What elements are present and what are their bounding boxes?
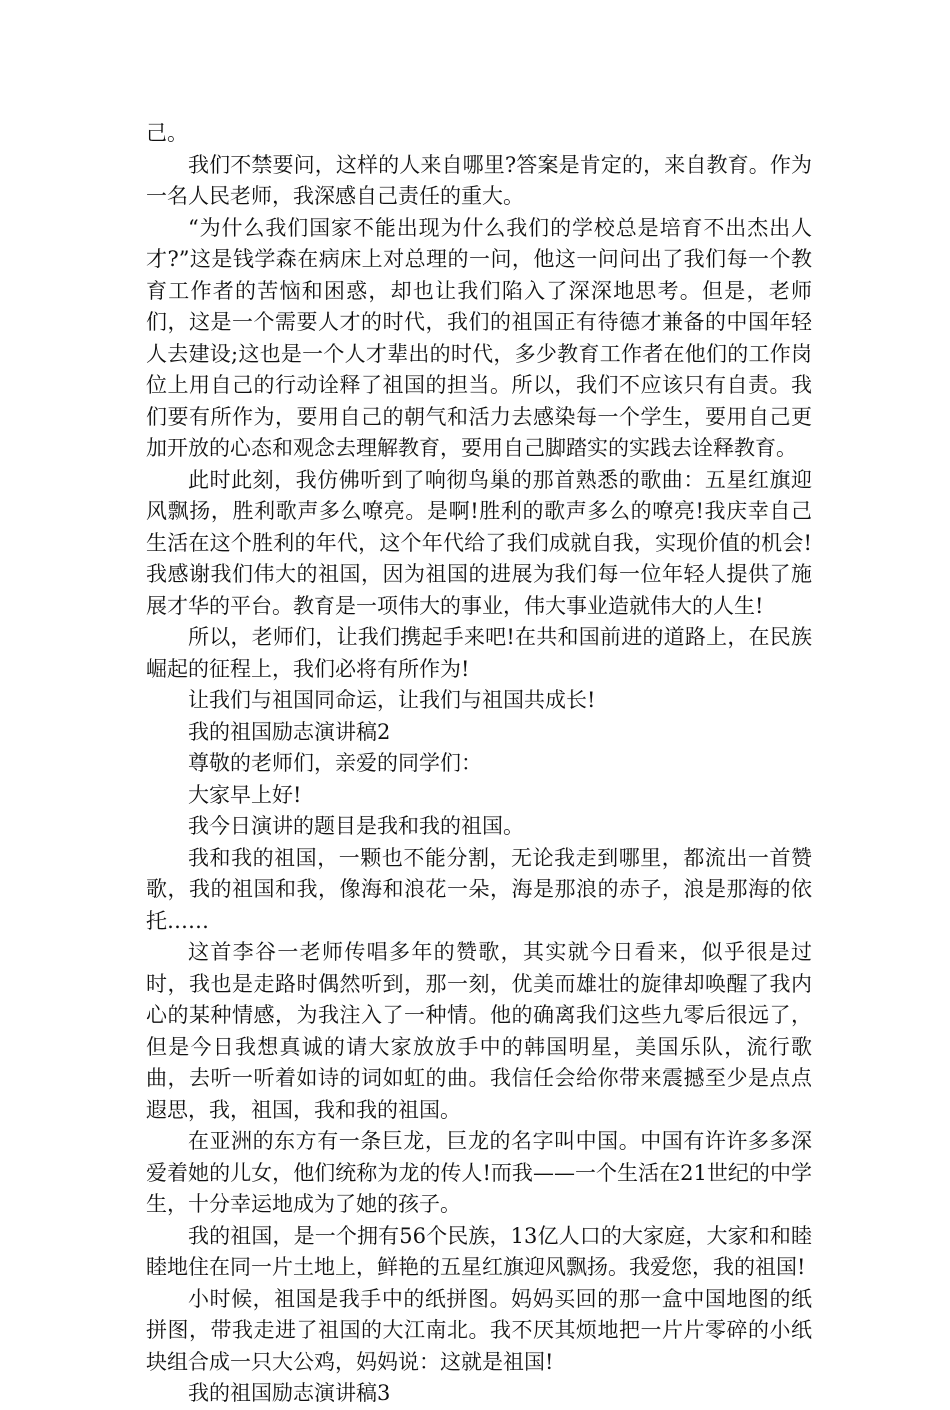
- greeting: 大家早上好!: [188, 782, 302, 807]
- paragraph: 我今日演讲的题目是我和我的祖国。: [188, 814, 524, 838]
- paragraph: 让我们与祖国同命运，让我们与祖国共成长!: [188, 688, 596, 712]
- paragraph: 我和我的祖国，一颗也不能分割，无论我走到哪里，都流出一首赞歌，我的祖国和我，像海和浪花一朵，海是那浪的赤子，浪是那海的依托……: [146, 845, 812, 933]
- paragraph: 己。: [146, 121, 188, 145]
- section-heading: 我的祖国励志演讲稿3: [188, 1381, 391, 1405]
- salutation: 尊敬的老师们，亲爱的同学们：: [188, 751, 482, 775]
- paragraph: 所以，老师们，让我们携起手来吧!在共和国前进的道路上，在民族崛起的征程上，我们必将有所作为!: [146, 625, 812, 681]
- paragraph: 小时候，祖国是我手中的纸拼图。妈妈买回的那一盒中国地图的纸拼图，带我走进了祖国的大江南北。我不厌其烦地把一片片零碎的小纸块组合成一只大公鸡，妈妈说：这就是祖国!: [146, 1286, 812, 1374]
- section-heading: 我的祖国励志演讲稿2: [188, 719, 391, 744]
- paragraph: “为什么我们国家不能出现为什么我们的学校总是培育不出杰出人才?”这是钱学森在病床上对总理的一问，他这一问问出了我们每一个教育工作者的苦恼和困惑，却也让我们陷入了深深地思考。但是，老师们，这是一个需要人才的时代，我们的祖国正有待德才兼备的中国年轻人去建设;这也是一个人才辈出的时代，多少教育工作者在他们的工作岗位上用自己的行动诠释了祖国的担当。所以，我们不应该只有自责。我们要有所作为，要用自己的朝气和活力去感染每一个学生，要用自己更加开放的心态和观念去理解教育，要用自己脚踏实的实践去诠释教育。: [146, 215, 812, 460]
- paragraph: 我的祖国，是一个拥有56个民族，13亿人口的大家庭，大家和和睦睦地住在同一片土地上，鲜艳的五星红旗迎风飘扬。我爱您，我的祖国!: [146, 1223, 812, 1279]
- document-body: [146, 118, 812, 1410]
- paragraph: 这首李谷一老师传唱多年的赞歌，其实就今日看来，似乎很是过时，我也是走路时偶然听到，那一刻，优美而雄壮的旋律却唤醒了我内心的某种情感，为我注入了一种情。他的确离我们这些九零后很远了，但是今日我想真诚的请大家放放手中的韩国明星，美国乐队，流行歌曲，去听一听着如诗的词如虹的曲。我信任会给你带来震撼至少是点点遐思，我，祖国，我和我的祖国。: [146, 940, 812, 1122]
- paragraph: 此时此刻，我仿佛听到了响彻鸟巢的那首熟悉的歌曲：五星红旗迎风飘扬，胜利歌声多么嘹亮。是啊!胜利的歌声多么的嘹亮!我庆幸自己生活在这个胜利的年代，这个年代给了我们成就自我，实现价值的机会!我感谢我们伟大的祖国，因为祖国的进展为我们每一位年轻人提供了施展才华的平台。教育是一项伟大的事业，伟大事业造就伟大的人生!: [146, 467, 812, 618]
- paragraph: 我们不禁要问，这样的人来自哪里?答案是肯定的，来自教育。作为一名人民老师，我深感自己责任的重大。: [146, 152, 812, 208]
- paragraph: 在亚洲的东方有一条巨龙，巨龙的名字叫中国。中国有许许多多深爱着她的儿女，他们统称为龙的传人!而我——一个生活在21世纪的中学生，十分幸运地成为了她的孩子。: [146, 1129, 812, 1216]
